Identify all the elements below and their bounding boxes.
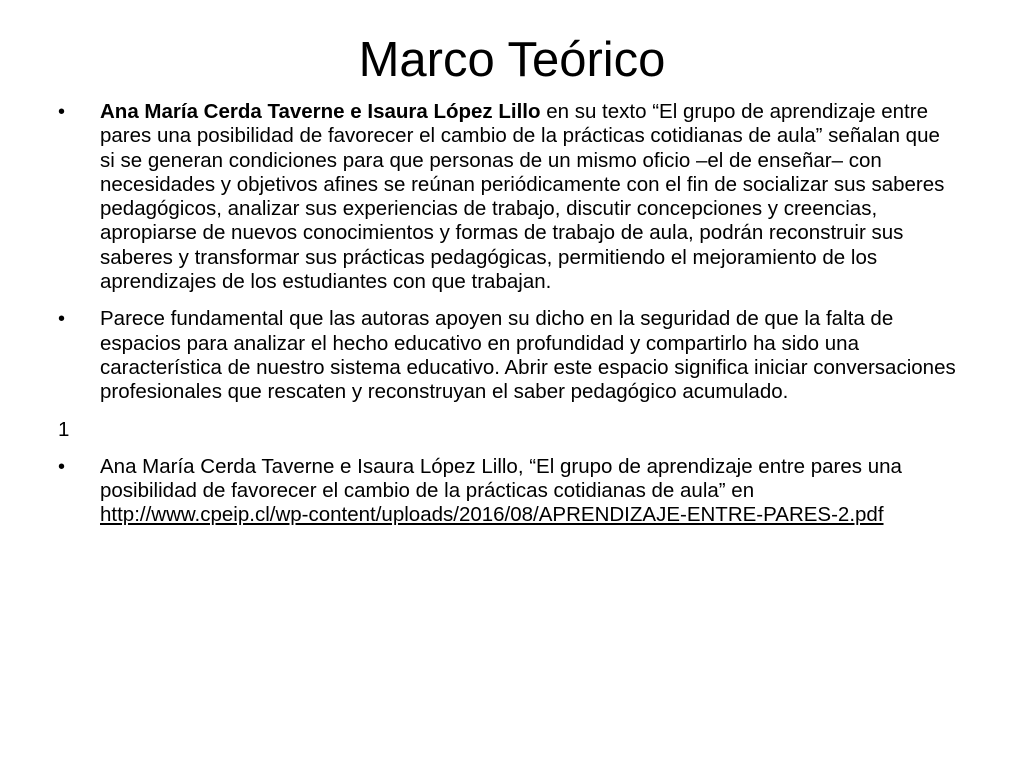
bullet-icon: • [58,455,66,478]
paragraph-3-text: Ana María Cerda Taverne e Isaura López Lillo, “El grupo de aprendizaje entre pares una posibilidad de favorecer el cambio de la prácticas cotidianas de aula” en [100,454,902,503]
bullet-item-1 [58,100,958,294]
paragraph-2-text: Parece fundamental que las autoras apoyen su dicho en la seguridad de que la falta de espacios para analizar el hecho educativo en profundidad y compartirlo ha sido una característica de nuestro sistema educativo. Abrir este espacio significa iniciar conversaciones profesionales que rescaten y reconstruyan el saber pedagógico acumulado. [100,307,956,404]
footnote-number: 1 [58,417,70,441]
bullet-icon: • [58,101,66,123]
bullet-item-2 [58,307,958,404]
bullet-item-3 [58,455,958,528]
slide-content [58,100,958,541]
authors-bold-text: Ana María Cerda Taverne e Isaura López Lillo [100,100,541,123]
slide-title: Marco Teórico [358,33,666,87]
paragraph-1-text: en su texto “El grupo de aprendizaje entre pares una posibilidad de favorecer el cambio de la prácticas cotidianas de aula” señalan que si se generan condiciones para que personas de un mismo oficio –el de enseñar– con necesidades y objetivos afines se reúnan periódicamente con el fin de socializar sus saberes pedagógicos, analizar sus experiencias de trabajo, discutir concepciones y creencias, apropiarse de nuevos conocimientos y formas de trabajo de aula, podrán reconstruir sus saberes y transformar sus prácticas pedagógicas, permitiendo el mejoramiento de los aprendizajes de los estudiantes con que trabajan. [100,100,945,294]
bullet-icon: • [58,308,66,331]
reference-link[interactable]: http://www.cpeip.cl/wp-content/uploads/2016/08/APRENDIZAJE-ENTRE-PARES-2.pdf [100,503,884,527]
